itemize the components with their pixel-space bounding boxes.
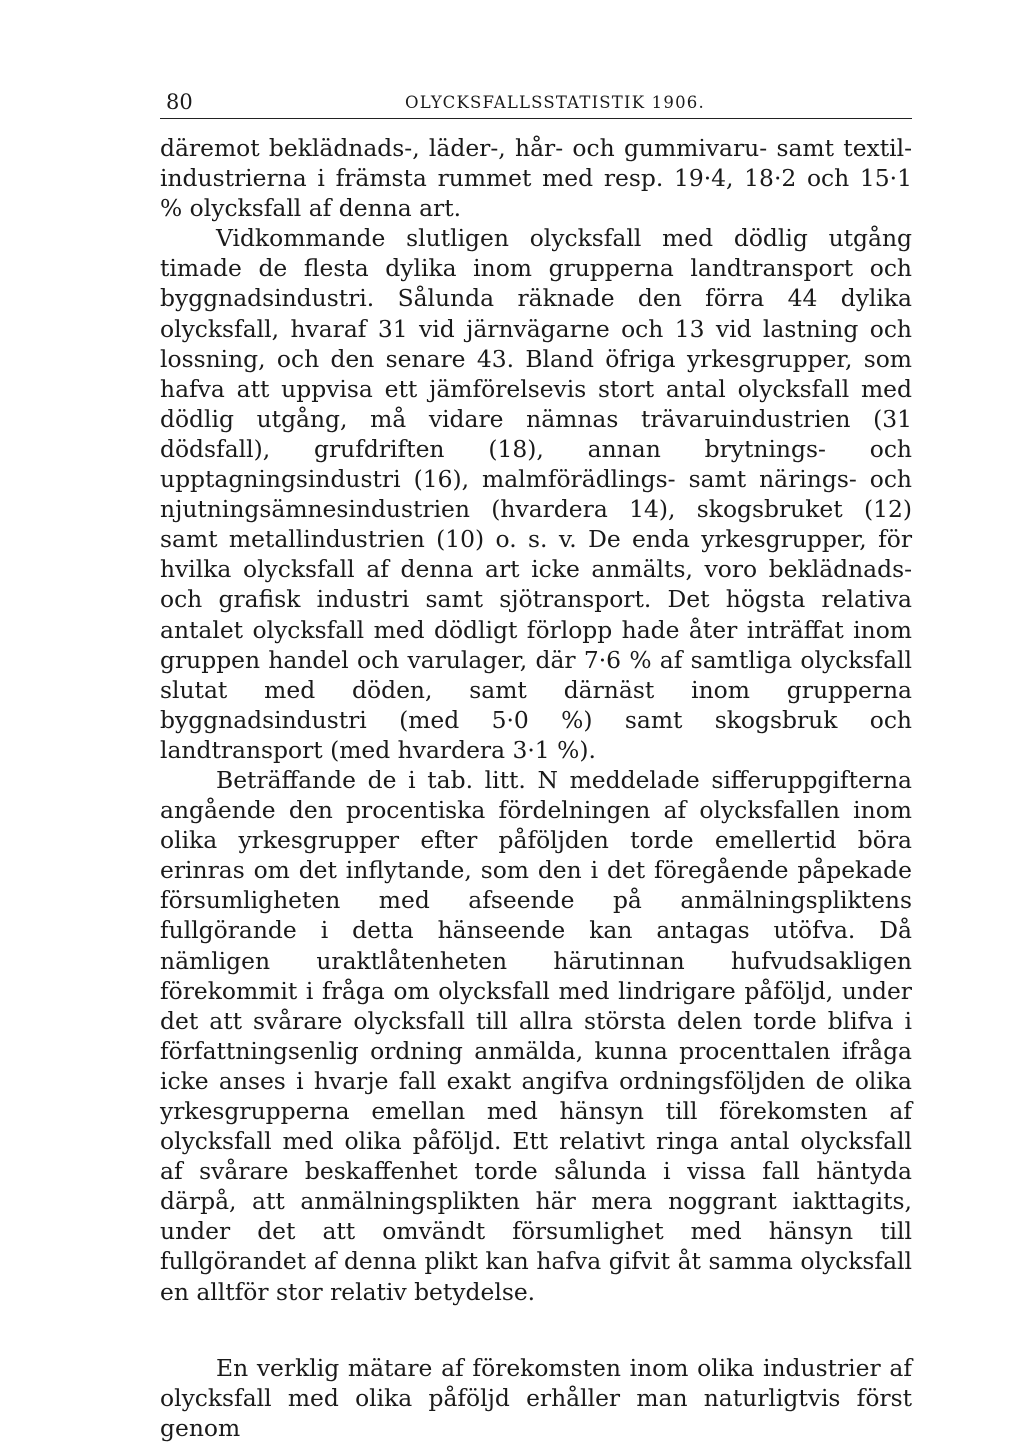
paragraph-true-measure: En verklig mätare af förekomsten inom olika industrier af olycksfall med olika påföljd erhåller man naturligtvis först genom: [160, 1353, 912, 1442]
running-header: [160, 84, 912, 119]
paragraph-fatal-accidents: Vidkommande slutligen olycksfall med dödlig utgång timade de flesta dylika inom grupperna landtransport och byggnadsindustri. Sålunda räknade den förra 44 dylika olycksfall, hvaraf 31 vid järnvägarne och 13 vid lastning och lossning, och den senare 43. Bland öfriga yrkesgrupper, som hafva att uppvisa ett jämförelsevis stort antal olycksfall med dödlig utgång, må vidare nämnas trävaruindustrien (31 dödsfall), grufdriften (18), annan brytnings- och upptagningsindustri (16), malmförädlings- samt närings- och njutningsämnesindustrien (hvardera 14), skogsbruket (12) samt metallindustrien (10) o. s. v. De enda yrkesgrupper, för hvilka olycksfall af denna art icke anmälts, voro beklädnads- och grafisk industri samt sjötransport. Det högsta relativa antalet olycksfall med dödligt förlopp hade åter inträffat inom gruppen handel och varulager, där 7·6 % af samtliga olycksfall slutat med döden, samt därnäst inom grupperna byggnadsindustri (med 5·0 %) samt skogsbruk och landtransport (med hvardera 3·1 %).: [160, 224, 912, 764]
page-number: 80: [166, 90, 193, 114]
document-page: [160, 84, 912, 1443]
paragraph-percentage-distribution: Beträffande de i tab. litt. N meddelade sifferuppgifterna angående den procentiska fördelningen af olycksfallen inom olika yrkesgrupper efter påföljden torde emellertid böra erinras om det inflytande, som den i det föregående påpekade försumligheten med afseende på anmälningspliktens fullgörande i detta hänseende kan antagas utöfva. Då nämligen uraktlåtenheten härutinnan hufvudsakligen förekommit i fråga om olycksfall med lindrigare påföljd, under det att svårare olycksfall till allra största delen torde blifva i författningsenlig ordning anmälda, kunna procenttalen ifråga icke anses i hvarje fall exakt angifva ordningsföljden de olika yrkesgrupperna emellan med hänsyn till förekomsten af olycksfall med olika påföljd. Ett relativt ringa antal olycksfall af svårare beskaffenhet torde sålunda i vissa fall häntyda därpå, att anmälningsplikten här mera noggrant iakttagits, under det att omvändt försumlighet med hänsyn till fullgörandet af denna plikt kan hafva gifvit åt samma olycksfall en alltför stor relativ betydelse.: [160, 765, 912, 1306]
running-title: OLYCKSFALLSSTATISTIK 1906.: [405, 93, 705, 112]
body-text: [160, 133, 912, 1443]
paragraph-textile-industries: däremot beklädnads-, läder-, hår- och gummivaru- samt textilindustrierna i främsta rummet med resp. 19·4, 18·2 och 15·1 % olycksfall af denna art.: [160, 134, 912, 223]
